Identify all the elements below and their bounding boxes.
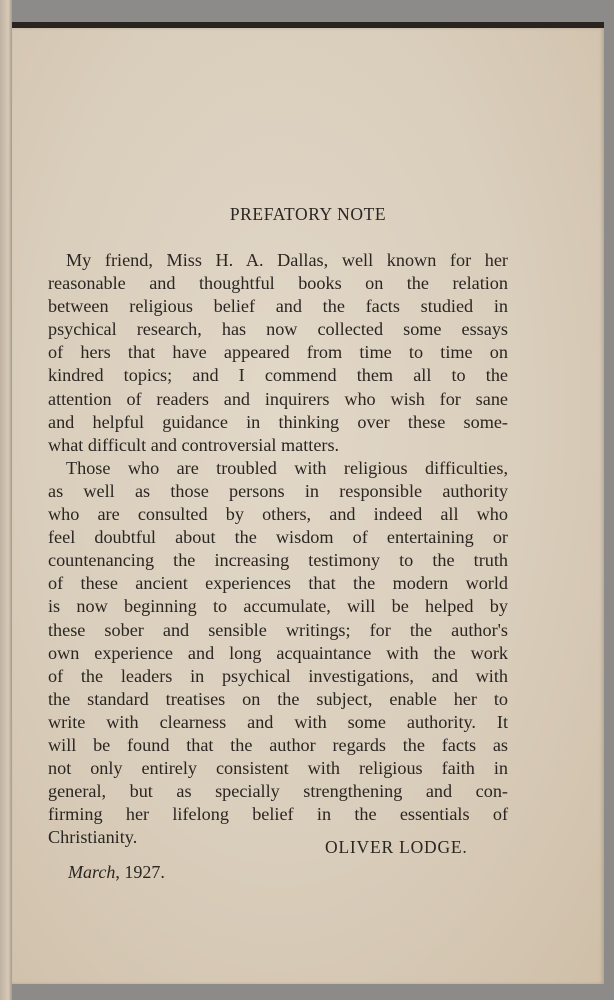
text-line: Those who are troubled with religious difficulties, [66,457,508,478]
text-line: My friend, Miss H. A. Dallas, well known for her [66,250,508,270]
text-line: not only entirely consistent with religious faith in [48,758,508,779]
paragraph-1 [48,249,508,457]
text-line: firming her lifelong belief in the essentials of [48,804,508,825]
text-line: countenancing the increasing testimony to the truth [48,550,508,571]
text-line: psychical research, has now collected some essays [48,319,508,340]
text-line: is now beginning to accumulate, will be helped by [48,596,508,617]
page-title: PREFATORY NOTE [229,204,387,224]
text-line: kindred topics; and I commend them all to the [48,365,508,386]
text-line: Christianity. [48,827,138,848]
body-text [48,249,508,849]
text-line: reasonable and thoughtful books on the relation [48,273,508,294]
paragraph-2 [48,457,508,850]
text-line: feel doubtful about the wisdom of entertaining or [48,527,508,548]
text-line: who are consulted by others, and indeed all who [48,504,508,525]
text-line: and helpful guidance in thinking over these some- [48,411,508,432]
text-line: attention of readers and inquirers who wish for sane [48,388,508,409]
text-line: as well as those persons in responsible authority [48,480,508,501]
text-line: general, but as specially strengthening and con- [48,781,508,802]
book-spine-edge [0,0,12,1000]
text-line: of hers that have appeared from time to time on [48,342,508,363]
text-line: between religious belief and the facts studied in [48,296,508,317]
text-line: of the leaders in psychical investigations, and with [48,665,508,686]
date-year: , 1927. [115,862,165,882]
book-page [12,22,604,984]
text-line: the standard treatises on the subject, enable her to [48,688,508,709]
text-line: these sober and sensible writings; for the author's [48,619,508,640]
text-line: what difficult and controversial matters. [48,434,340,455]
text-line: write with clearness and with some authority. It [48,711,508,732]
text-line: own experience and long acquaintance with the work [48,642,508,663]
signature: OLIVER LODGE. [325,837,468,857]
text-line: of these ancient experiences that the modern world [48,573,508,594]
date-line [68,862,165,883]
date-month: March [68,862,116,882]
text-line: will be found that the author regards the facts as [48,734,508,755]
